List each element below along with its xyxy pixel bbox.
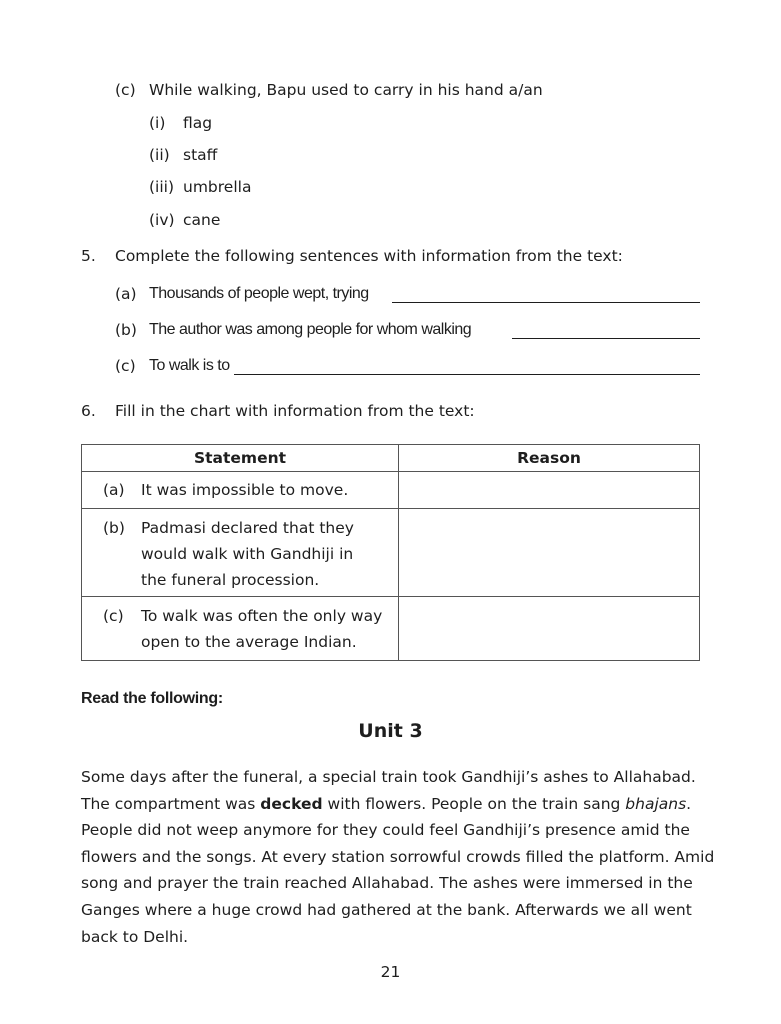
statement-reason-chart xyxy=(81,444,700,661)
statement-text: It was impossible to move. xyxy=(141,481,349,499)
statement-cell xyxy=(82,472,399,509)
passage-text: The compartment was xyxy=(81,794,261,813)
option-label: (iii) xyxy=(149,178,175,196)
table-row xyxy=(82,597,700,661)
italic-word: bhajans xyxy=(625,794,687,813)
row-label: (b) xyxy=(103,519,125,537)
section-heading: Read the following: xyxy=(81,690,223,707)
sentence-label: (c) xyxy=(115,357,136,375)
statement-column-header: Statement xyxy=(82,445,399,472)
question-4c-text: While walking, Bapu used to carry in his hand a/an xyxy=(149,81,543,99)
table-row xyxy=(82,472,700,509)
passage-line: back to Delhi. xyxy=(81,927,189,946)
reason-cell[interactable] xyxy=(399,509,700,597)
row-label: (a) xyxy=(103,481,125,499)
passage-text: . xyxy=(686,794,692,813)
answer-blank[interactable] xyxy=(392,302,700,303)
answer-blank[interactable] xyxy=(234,374,700,375)
option-text: cane xyxy=(183,211,221,229)
passage-text: with flowers. People on the train sang xyxy=(322,794,626,813)
statement-text: To walk was often the only way open to the average Indian. xyxy=(141,607,383,651)
sentence-stem: The author was among people for whom walking xyxy=(149,321,472,338)
vocabulary-word: decked xyxy=(260,794,323,813)
table-row xyxy=(82,509,700,597)
unit-title: Unit 3 xyxy=(358,720,423,742)
passage-line: song and prayer the train reached Allahabad. The ashes were immersed in the xyxy=(81,874,693,893)
passage-line xyxy=(81,791,706,818)
sentence-label: (a) xyxy=(115,285,137,303)
question-5-number: 5. xyxy=(81,247,96,265)
reason-cell[interactable] xyxy=(399,597,700,661)
sentence-label: (b) xyxy=(115,321,137,339)
option-label: (i) xyxy=(149,114,166,132)
chart-header-row xyxy=(82,445,700,472)
option-text: flag xyxy=(183,114,213,132)
passage-line: Some days after the funeral, a special train took Gandhiji’s ashes to Allahabad. xyxy=(81,768,696,786)
passage-line: People did not weep anymore for they could feel Gandhiji’s presence amid the xyxy=(81,821,690,840)
question-6-number: 6. xyxy=(81,402,96,420)
statement-text: Padmasi declared that they would walk with Gandhiji in the funeral procession. xyxy=(141,519,354,589)
reason-column-header: Reason xyxy=(399,445,700,472)
sentence-stem: To walk is to xyxy=(149,357,230,374)
option-text: umbrella xyxy=(183,178,252,196)
question-4c-label: (c) xyxy=(115,81,136,99)
answer-blank[interactable] xyxy=(512,338,700,339)
option-label: (iv) xyxy=(149,211,175,229)
page-number: 21 xyxy=(380,963,401,981)
option-text: staff xyxy=(183,146,218,164)
statement-cell xyxy=(82,597,399,661)
statement-cell xyxy=(82,509,399,597)
sentence-stem: Thousands of people wept, trying xyxy=(149,285,369,302)
row-label: (c) xyxy=(103,607,124,625)
reason-cell[interactable] xyxy=(399,472,700,509)
question-6-text: Fill in the chart with information from the text: xyxy=(115,402,475,420)
option-label: (ii) xyxy=(149,146,170,164)
passage xyxy=(81,764,715,950)
question-5-text: Complete the following sentences with information from the text: xyxy=(115,247,623,265)
passage-line: Ganges where a huge crowd had gathered at the bank. Afterwards we all went xyxy=(81,900,692,919)
passage-line: flowers and the songs. At every station sorrowful crowds filled the platform. Amid xyxy=(81,847,715,866)
